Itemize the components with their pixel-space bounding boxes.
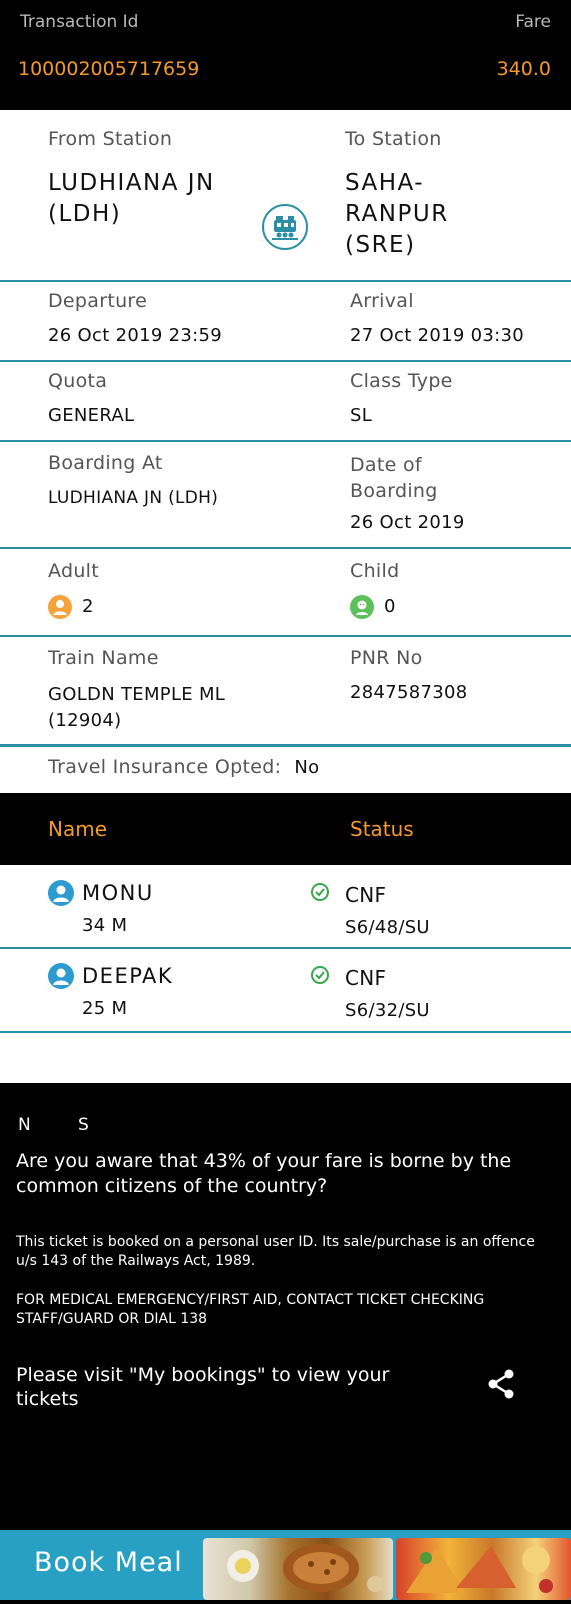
my-bookings-message: Please visit "My bookings" to view your tickets	[16, 1364, 390, 1410]
to-station-line2: RANPUR	[345, 201, 449, 227]
confirmed-check-icon	[310, 882, 330, 906]
date-of-boarding-label-1: Date of	[350, 454, 422, 476]
fare-value: 340.0	[496, 58, 551, 80]
quota-value: GENERAL	[48, 405, 135, 426]
transaction-header	[0, 0, 571, 110]
arrival-value: 27 Oct 2019 03:30	[350, 325, 524, 346]
adult-count: 2	[82, 596, 94, 617]
passenger-list-header	[0, 793, 571, 865]
train-icon	[262, 204, 308, 250]
short-n: N	[18, 1115, 31, 1135]
ticket-notice: This ticket is booked on a personal user ID. Its sale/purchase is an offence u/s 143 of the Railways Act, 1989.	[16, 1234, 535, 1269]
passenger-avatar-icon	[48, 963, 74, 989]
passenger-status: CNF	[345, 883, 387, 907]
passenger-age-gender: 34 M	[82, 915, 128, 936]
train-name-line1: GOLDN TEMPLE ML	[48, 684, 226, 705]
divider	[0, 280, 571, 282]
ticket-footer	[0, 1083, 571, 1530]
train-name-label: Train Name	[48, 647, 159, 669]
arrival-label: Arrival	[350, 290, 414, 312]
date-of-boarding-label-2: Boarding	[350, 480, 438, 502]
passenger-age-gender: 25 M	[82, 998, 128, 1019]
transaction-id-label: Transaction Id	[20, 12, 139, 32]
to-station-name	[345, 168, 449, 261]
status-column-header: Status	[350, 817, 414, 841]
pnr-label: PNR No	[350, 647, 423, 669]
departure-value: 26 Oct 2019 23:59	[48, 325, 222, 346]
from-station-label: From Station	[48, 128, 173, 150]
book-meal-banner[interactable]	[0, 1530, 571, 1600]
divider	[0, 440, 571, 442]
child-count: 0	[384, 596, 396, 617]
date-of-boarding-label	[350, 452, 438, 504]
divider	[0, 1031, 571, 1033]
passenger-list	[0, 865, 571, 1083]
passenger-berth: S6/32/SU	[345, 1000, 430, 1021]
adult-label: Adult	[48, 560, 99, 582]
journey-details-card	[0, 110, 571, 793]
passenger-status: CNF	[345, 966, 387, 990]
divider	[0, 547, 571, 549]
travel-insurance-row	[48, 756, 319, 778]
quota-label: Quota	[48, 370, 108, 392]
divider	[0, 360, 571, 362]
fare-subsidy-message: Are you aware that 43% of your fare is borne by the common citizens of the country?	[16, 1150, 512, 1197]
travel-insurance-label: Travel Insurance Opted:	[48, 756, 282, 778]
boarding-at-value: LUDHIANA JN (LDH)	[48, 488, 219, 508]
passenger-name: MONU	[82, 881, 154, 905]
child-label: Child	[350, 560, 400, 582]
departure-label: Departure	[48, 290, 148, 312]
pnr-value: 2847587308	[350, 682, 468, 703]
to-station-line1: SAHA-	[345, 170, 425, 196]
adult-icon	[48, 595, 72, 619]
fare-label: Fare	[515, 12, 551, 32]
from-station-name	[48, 168, 215, 230]
to-station-label: To Station	[345, 128, 442, 150]
from-station-line1: LUDHIANA JN	[48, 170, 215, 196]
meal-image-pasta	[396, 1538, 571, 1600]
medical-emergency-notice: FOR MEDICAL EMERGENCY/FIRST AID, CONTACT TICKET CHECKING STAFF/GUARD OR DIAL 138	[16, 1292, 485, 1327]
passenger-row	[0, 949, 571, 1031]
divider	[0, 744, 571, 747]
child-icon	[350, 595, 374, 619]
book-meal-label: Book Meal	[34, 1547, 183, 1578]
train-name-value	[48, 682, 225, 734]
confirmed-check-icon	[310, 965, 330, 989]
passenger-avatar-icon	[48, 880, 74, 906]
short-s: S	[78, 1115, 89, 1135]
meal-image-curry	[203, 1538, 393, 1600]
to-station-code: (SRE)	[345, 232, 416, 258]
passenger-berth: S6/48/SU	[345, 917, 430, 938]
transaction-id-value: 100002005717659	[18, 58, 200, 80]
divider	[0, 635, 571, 637]
boarding-at-label: Boarding At	[48, 452, 163, 474]
train-number: (12904)	[48, 710, 122, 731]
date-of-boarding-value: 26 Oct 2019	[350, 512, 465, 533]
passenger-name: DEEPAK	[82, 964, 174, 988]
passenger-row	[0, 865, 571, 947]
share-icon[interactable]	[484, 1367, 518, 1401]
travel-insurance-value: No	[294, 757, 320, 778]
class-type-label: Class Type	[350, 370, 453, 392]
name-column-header: Name	[48, 817, 108, 841]
from-station-code: (LDH)	[48, 201, 122, 227]
class-type-value: SL	[350, 405, 373, 426]
